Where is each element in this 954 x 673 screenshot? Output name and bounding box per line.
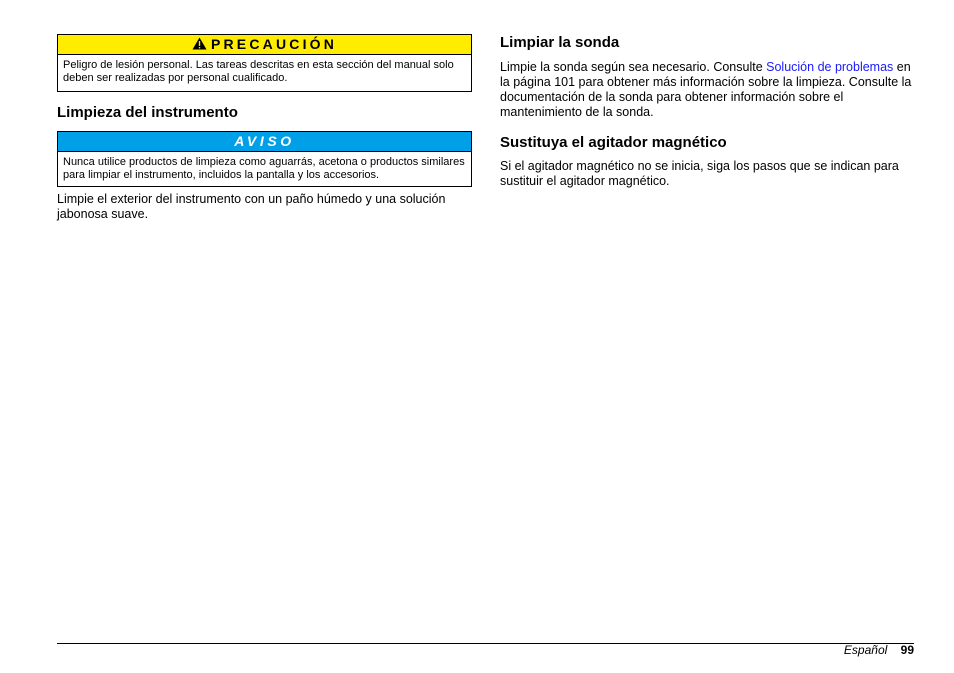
- left-column: [57, 34, 472, 222]
- right-column: [500, 34, 914, 189]
- caution-box: [57, 34, 472, 92]
- notice-body: Nunca utilice productos de limpieza como aguarrás, acetona o productos similares para limpiar el instrumento, incluidos la pantalla y los accesorios.: [63, 156, 465, 181]
- section-text-agitador: Si el agitador magnético no se inicia, siga los pasos que se indican para sustituir el agitador magnético.: [500, 159, 899, 188]
- sonda-text-after-link: en la página 101 para obtener más información sobre la limpieza. Consulte la documentación de la sonda para obtener información sobre el mantenimiento de la sonda.: [500, 60, 912, 119]
- caution-header-text: PRECAUCIÓN: [210, 36, 338, 52]
- sonda-text-before-link: Limpie la sonda según sea necesario. Consulte: [500, 60, 767, 74]
- section-title-agitador: Sustituya el agitador magnético: [500, 134, 727, 151]
- caution-body: Peligro de lesión personal. Las tareas descritas en esta sección del manual solo deben ser realizadas por personal cualificado.: [63, 59, 454, 84]
- section-text-limpieza: Limpie el exterior del instrumento con un paño húmedo y una solución jabonosa suave.: [57, 192, 446, 221]
- warning-triangle-icon: [192, 37, 207, 50]
- caution-header: [58, 35, 471, 55]
- troubleshooting-link[interactable]: Solución de problemas: [766, 60, 894, 74]
- section-text-sonda: [500, 60, 914, 120]
- footer-rule: [57, 643, 914, 644]
- section-title-sonda: Limpiar la sonda: [500, 34, 620, 51]
- footer-language: Español: [843, 643, 888, 657]
- footer-page-number: 99: [900, 643, 914, 657]
- notice-box: [57, 131, 472, 187]
- section-title-limpieza: Limpieza del instrumento: [57, 104, 238, 121]
- notice-header: AVISO: [58, 132, 471, 152]
- page-footer: [844, 643, 914, 657]
